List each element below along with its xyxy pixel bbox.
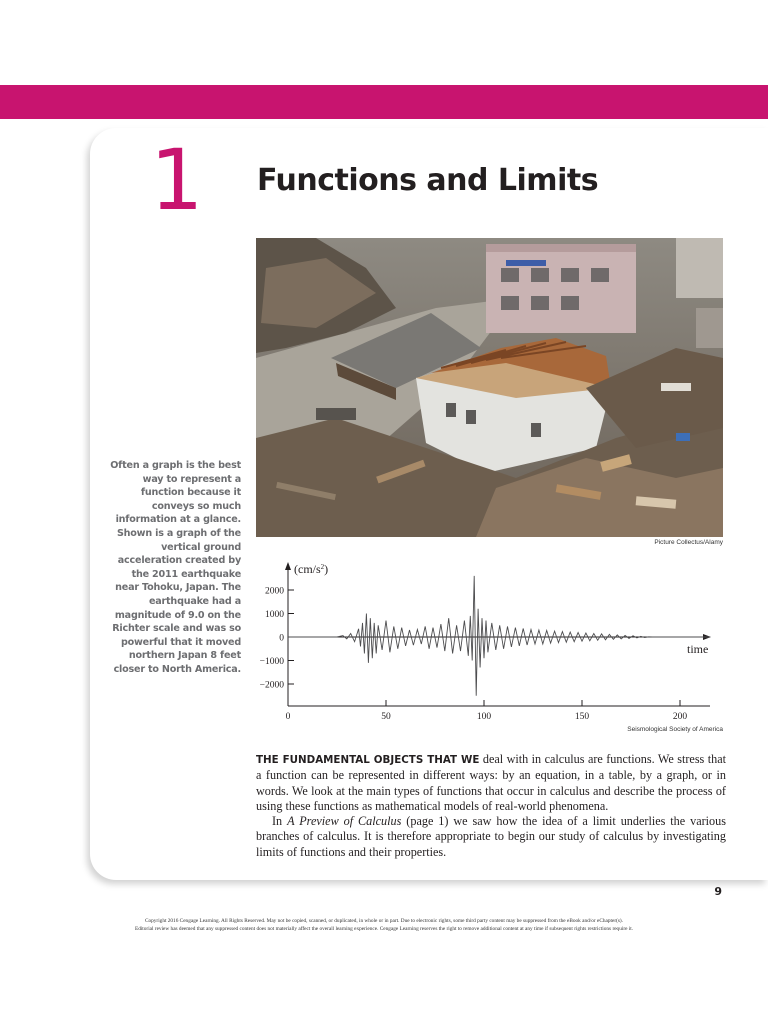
intro-paragraph-1-text: deal with in calculus are functions. We stress that a function can be represented in different ways: by an equation, in a table, by a graph, or in words. We look at the main types of functions that occur in calculus and describe the process of using these functions as mathematical models of real-world phenomena. (256, 752, 727, 813)
chapter-number: 1 (150, 131, 204, 229)
copyright-line-2: Editorial review has deemed that any suppressed content does not materially affect the overall learning experience. Cengage Learning reserves the right to remove additional content at any time if subsequent rights restrictions require it. (134, 926, 634, 932)
intro-lead-in: THE FUNDAMENTAL OBJECTS THAT WE (256, 754, 480, 766)
y-tick-label: −1000 (259, 657, 284, 667)
x-axis-label: time (687, 642, 709, 656)
y-tick-label: 0 (279, 633, 284, 644)
intro-paragraph-2-start: In (272, 814, 288, 829)
x-tick-label: 0 (285, 712, 291, 722)
photo-credit: Picture Collectus/Alamy (654, 539, 723, 546)
seismograph-chart (250, 556, 730, 742)
copyright-notice (60, 917, 708, 933)
y-tick-label: 1000 (265, 610, 284, 620)
x-tick-label: 150 (574, 712, 590, 722)
y-tick-label: −2000 (259, 680, 284, 691)
earthquake-photo-art (256, 238, 723, 537)
y-axis-label: $(cm/s^2)$ (294, 562, 329, 576)
y-tick-label: 2000 (265, 586, 284, 597)
copyright-line-1: Copyright 2016 Cengage Learning. All Rights Reserved. May not be copied, scanned, or duplicated, in whole or in part. Due to electronic rights, some third party content may be suppressed from the eBook and/or eChapter(s). (144, 918, 624, 924)
intro-paragraph-2-text: (page 1) we saw how the idea of a limit underlies the various branches of calculus. It is therefore appropriate to begin our study of calculus by investigating limits of functions and their properties. (256, 814, 726, 859)
intro-paragraph-1 (256, 752, 726, 814)
x-tick-label: 100 (476, 712, 492, 722)
page-number: 9 (714, 885, 722, 898)
chapter-header-band (0, 85, 768, 119)
x-tick-label: 200 (672, 712, 688, 722)
x-tick-label: 50 (381, 712, 391, 722)
earthquake-photo (256, 238, 723, 537)
intro-text (256, 752, 726, 860)
figure-caption: Often a graph is the best way to represent a function because it conveys so much information at a glance. Shown is a graph of the vertical ground acceleration created by the 2011 earthquake near Tohoku, Japan. The earthquake had a magnitude of 9.0 on the Richter scale and was so powerful that it moved northern Japan 8 feet closer to North America. (110, 460, 241, 675)
series-line-ground-acceleration (288, 576, 709, 696)
graph-credit: Seismological Society of America (627, 726, 723, 733)
book-reference: A Preview of Calculus (287, 814, 402, 829)
intro-paragraph-2 (256, 814, 726, 860)
y-axis-arrow (285, 562, 291, 570)
chapter-title: Functions and Limits (257, 163, 599, 198)
